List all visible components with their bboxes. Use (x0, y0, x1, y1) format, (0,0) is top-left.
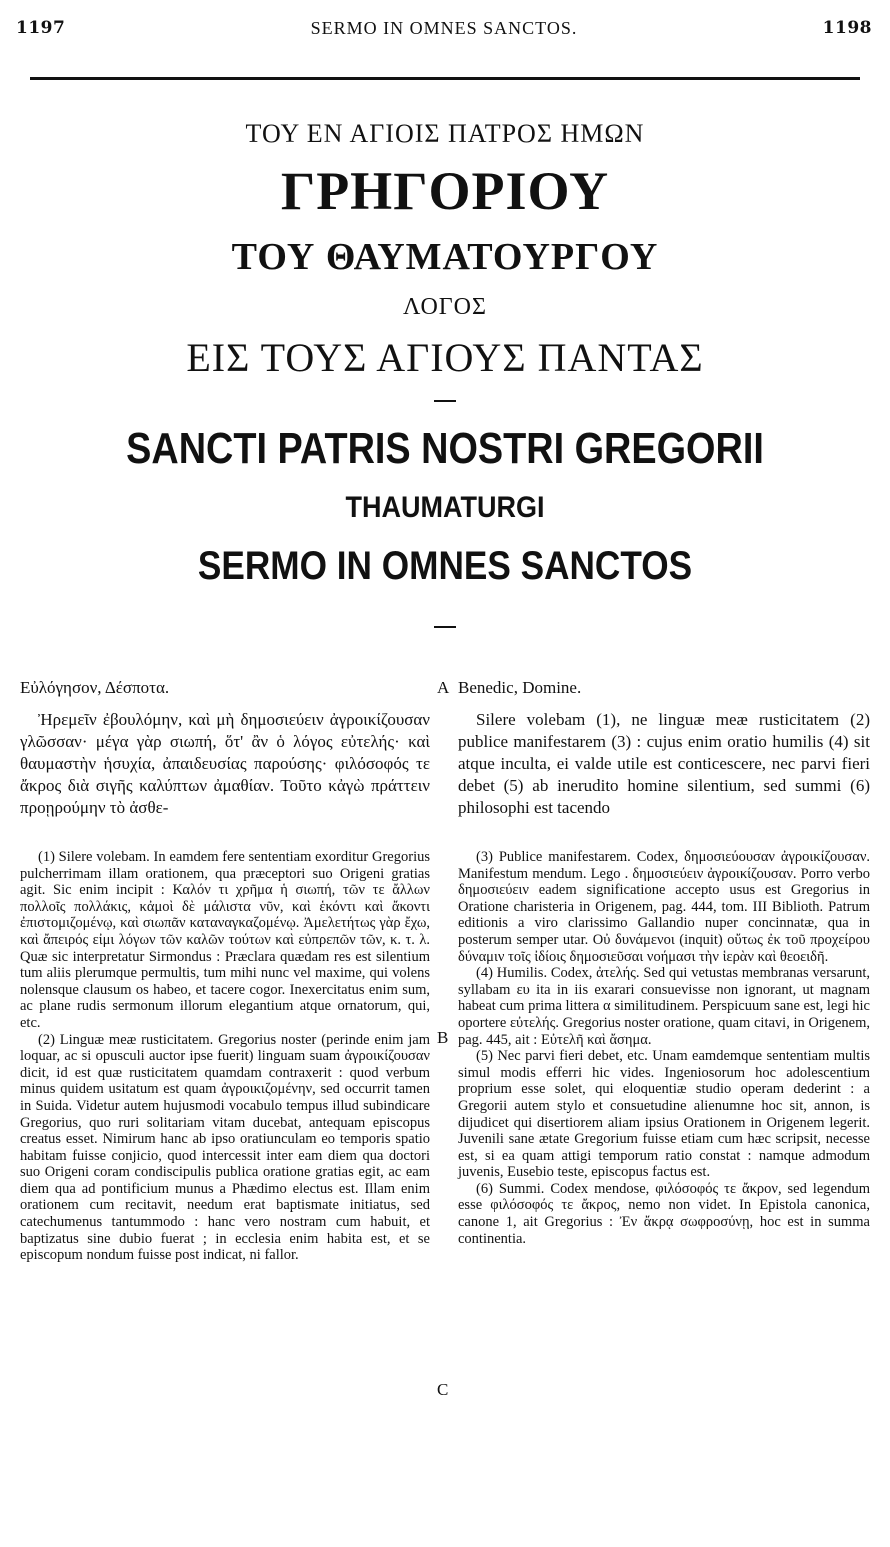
greek-greeting: Εὐλόγησον, Δέσποτα. (20, 678, 170, 697)
title-block (0, 112, 890, 628)
greek-title-line-5: ΕΙΣ ΤΟΥΣ ΑΓΙΟΥΣ ΠΑΝΤΑΣ (186, 335, 704, 380)
running-title: SERMO IN OMNES SANCTOS. (310, 18, 578, 38)
running-head (16, 18, 872, 42)
latin-title-line-3: SERMO IN OMNES SANCTOS (197, 544, 693, 588)
footnote-6: (6) Summi. Codex mendose, φιλόσοφός τε ἄκρον, sed legendum esse φιλόσοφός τε ἄκρος, nemo non videt. In Epistola canonica, canone 1, ait Gregorius : Ἐν ἄκρᾳ σωφροσύνῃ, hoc est in summa continentia. (458, 1180, 870, 1247)
latin-text-column (458, 677, 870, 819)
title-end-separator (434, 626, 456, 628)
footnote-5: (5) Nec parvi fieri debet, etc. Unam eamdemque sententiam multis simul modis efferri hic vides. Ingeniosorum hoc adolescentium proprium esse solet, qui eloquentiæ studio operam dederint : a Gregorii autem stylo et consuetudine alienumne hoc sit, annon, is dijudicet qui disertiorem aliam ipsius Orationem in Origenem legerit. Juvenili sane ætate Gregorium fuisse etiam cum hæc scripsit, necesse est, si ea quam attigi temporum ratio constat : namque admodum juvenis, Eusebio teste, episcopus factus est. (458, 1048, 870, 1181)
footnote-3: (3) Publice manifestarem. Codex, δημοσιεύουσαν ἀγροικίζουσαν. Manifestum mendum. Lego . δημοσιεύειν ἀγροικίζουσαν. Porro verbo δημοσιεύειν eadem significatione accepto usus est Gregorius in Oratione charisteria in Origenem, pag. 444, tom. III Biblioth. Patrum editionis a viro clarissimo Gallandio nuper concinnatæ, qua in posterum semper utar. Οὐ δυνάμενοι (inquit) οὔτως ἐκ τοῦ προχείρου δύναμιν τοῖς ἰδίοις δημοσιεῦσαι νοήμασι τὴν ἱερὰν καὶ θεοειδῆ. (458, 849, 870, 965)
notes-right-column (458, 849, 870, 1247)
margin-letter-b: B (437, 1028, 449, 1047)
latin-greeting: Benedic, Domine. (458, 678, 582, 697)
footnote-2: (2) Linguæ meæ rusticitatem. Gregorius noster (perinde enim jam loquar, ac si opusculi auctor ipse fuerit) linguam suam ἀγροικίζουσαν dicit, id est quæ rusticitatem quamdam contraxerit : quod verbum minus quidem usitatum est quam ἀγροικιζομένην, sed occurrit tamen in Suida. Videtur autem hujusmodi vocabulo tempus illud subindicare Gregorius, quo ruri solitariam vitam ducebat, antequam episcopus creatus esset. Nimirum hanc ab ipso oratiunculam eo temporis spatio habitam fuisse conjicio, quod intercessit inter eam diem qua doctori suo Origeni coram condiscipulis publica oratione gratias egit, ac eam diem qua ad pontificium munus a Phædimo electus est. Illam enim orationem cum recitavit, needum erat baptismate initiatus, sed catechumenus tantummodo : hanc vero nostram cum habuit, et baptizatus sine dubio fuerat ; in ecclesia enim habita est, et se episcopum nondum fuisse post indicat, ni fallor. (20, 1031, 430, 1264)
page-number-left: 1197 (16, 18, 66, 38)
margin-letter-c: C (437, 1380, 449, 1399)
footnote-4: (4) Humilis. Codex, ἀτελής. Sed qui vetustas membranas versarunt, syllabam ευ ita in iis exarari consuevisse non ignorant, ut magnam habeat cum prima littera α similitudinem. Perspicuum sane est, legi hic oportere εὐτελής. Gregorius noster oratione, quam citavi, in Origenem, pag. 445, ait : Εὐτελῆ καὶ ἄσημα. (458, 965, 870, 1048)
latin-body: Silere volebam (1), ne linguæ meæ rusticitatem (2) publice manifestarem (3) : cujus enim oratio humilis (4) sit atque inculta, ei valde utile est conticescere, nec parvi fieri debet (5) ab inerudito homine silentium, sed summi (6) philosophi est tacendo (458, 710, 870, 817)
greek-body: Ἠρεμεῖν ἐβουλόμην, καὶ μὴ δημοσιεύειν ἀγροικίζουσαν γλῶσσαν· μέγα γὰρ σιωπή, ὅτ' ἂν ὁ λόγος εὐτελής· καὶ θαυμαστὴν ἡσυχία, ἀπαιδευσίας παρούσης· φιλόσοφός τε ἄκρος διὰ σιγῆς καλύπτων ἀμαθίαν. Τοῦτο κἀγὼ πράττειν προῃρούμην τὸ ἀσθε- (20, 710, 430, 817)
latin-title-line-1: SANCTI PATRIS NOSTRI GREGORII (126, 424, 764, 473)
page-number-right: 1198 (822, 18, 872, 38)
greek-title-line-3: ΤΟΥ ΘΑΥΜΑΤΟΥΡΓΟΥ (231, 236, 659, 278)
footnote-1: (1) Silere volebam. In eamdem fere sententiam exorditur Gregorius pulcherrimam illam orationem, qua præceptori suo Origeni gratias agit. Sic enim incipit : Καλόν τι χρῆμα ἡ σιωπή, τῶν τε ἄλλων πολλοῖς πολλάκις, κἀμοὶ δὲ μάλιστα νῦν, καὶ ἑκόντι καὶ ἄκοντι ἐπιστομιζομένῳ, καὶ σιωπᾶν καταναγκαζομένῳ. Ἀμελετήτως γὰρ ἔχω, καὶ ἄπειρός εἰμι λόγων τῶν καλῶν τούτων καὶ εὐπρεπῶν τῶν, κ. τ. λ. Quæ sic interpretatur Sirmondus : Præclara quædam res est silentium tum aliis plerumque permultis, tum mihi nunc vel maxime, qui volens nolensque clausum os habeo, et tacere cogor. Inexercitatus enim sum, ac plane rudis sermonum illorum elegantium atque ornatorum, qui, etc. (20, 849, 430, 1031)
header-rule (30, 77, 860, 80)
latin-title-line-2: THAUMATURGI (345, 491, 545, 524)
margin-letter-a: A (437, 678, 450, 697)
title-separator (434, 400, 456, 402)
greek-title-line-1: ΤΟΥ ΕΝ ΑΓΙΟΙΣ ΠΑΤΡΟΣ ΗΜΩΝ (245, 119, 645, 148)
notes-left-column (20, 849, 430, 1264)
greek-title-line-4: ΛΟΓΟΣ (403, 294, 487, 320)
greek-title-line-2: ΓΡΗΓΟΡΙΟΥ (280, 161, 610, 221)
greek-text-column (20, 677, 430, 819)
